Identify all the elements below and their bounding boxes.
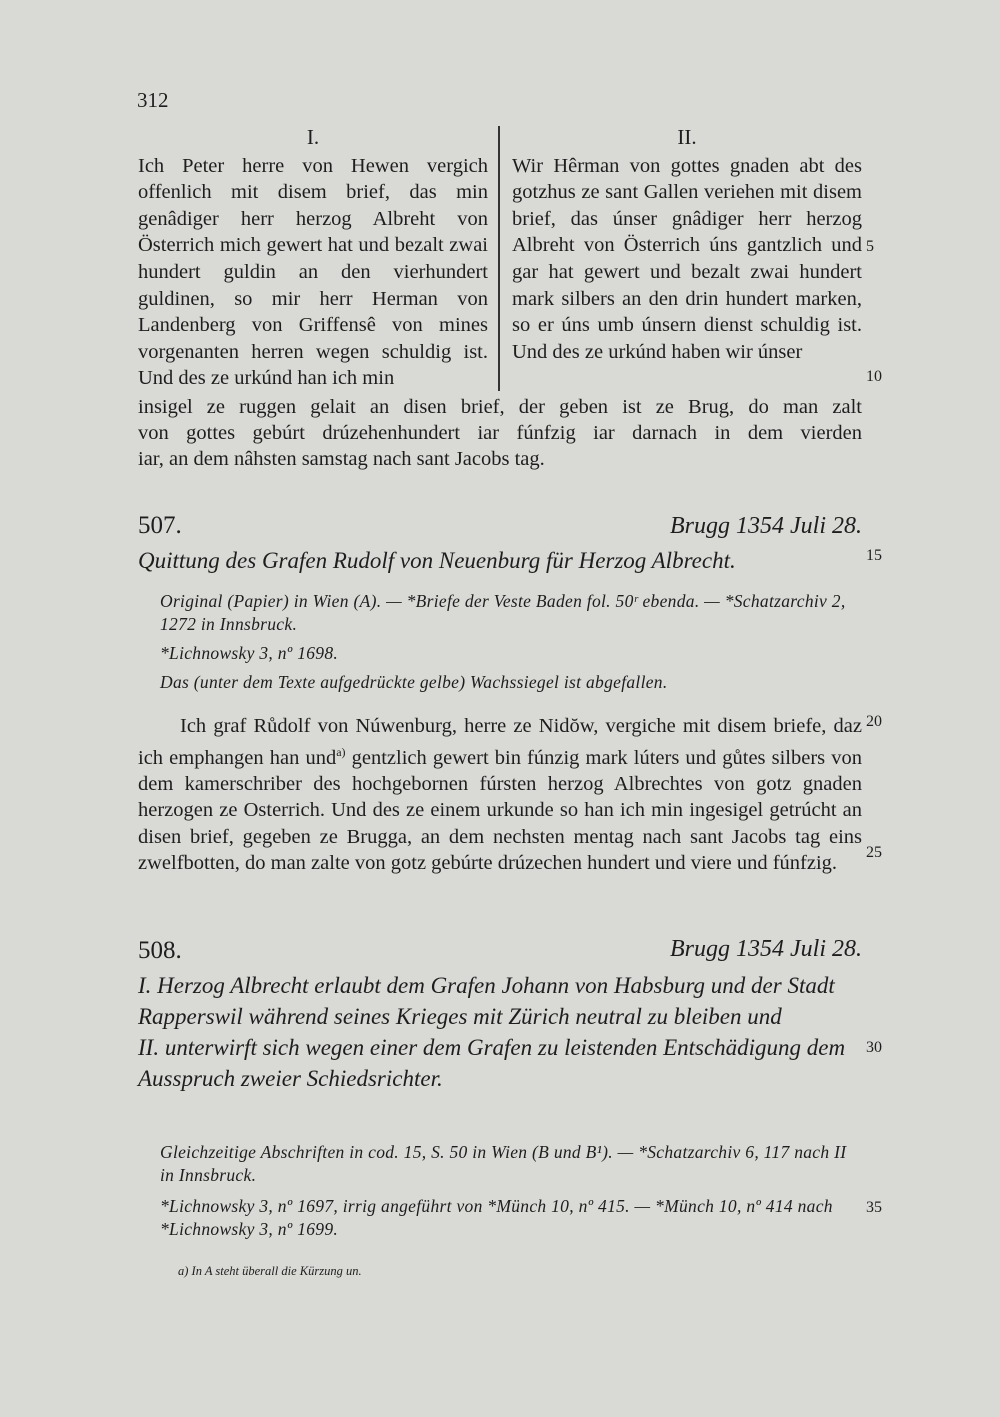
column-text-left: Ich Peter herre von Hewen vergich offenlich mit disem brief, das min genâdiger herr herzog Albreht von Österrich mich gewert hat und bezalt zwai hundert guldin an den vierhundert guldinen, so mir herr Herman von Landenberg von Griffensê von mines vorgenanten herren wegen schuldig ist. Und des ze urkúnd han ich min [138,154,488,390]
parallel-column-right [512,124,862,365]
line-number: 35 [866,1199,882,1216]
source-notes [160,1141,862,1241]
document-title-line: Quittung des Grafen Rudolf von Neuenburg für Herzog Albrecht. [138,548,736,573]
document-number: 508. [138,937,182,964]
document-body [138,713,862,876]
line-number: 15 [866,547,882,564]
line-number: 5 [866,238,874,255]
document-number: 507. [138,512,182,539]
document-date: Brugg 1354 Juli 28. [670,513,862,539]
joint-text-line: von gottes gebúrt drúzehenhundert iar fúnfzig iar darnach in dem vierden [138,422,862,444]
document-title [138,545,862,576]
source-note: Original (Papier) in Wien (A). — *Briefe der Veste Baden fol. 50ʳ ebenda. — *Schatzarchiv 2, 1272 in Innsbruck. [160,591,846,634]
footnote: a) In A steht überall die Kürzung un. [178,1264,362,1278]
source-notes [160,590,862,694]
joint-text-line: insigel ze ruggen gelait an disen brief, der geben ist ze Brug, do man zalt [138,396,862,418]
document-title [138,970,862,1094]
parallel-column-left [138,124,488,392]
body-text: Ich graf Růdolf von Núwenburg, herre ze Nidŏw, vergiche mit disem briefe, daz ich emphangen han und [138,715,862,770]
document-title-line: I. Herzog Albrecht erlaubt dem Grafen Johann von Habsburg und der Stadt Rapperswil während seines Krieges mit Zürich neutral zu bleiben und [138,973,835,1029]
document-title-line: II. unterwirft sich wegen einer dem Grafen zu leistenden Entschädigung dem Ausspruch zweier Schiedsrichter. [138,1035,846,1091]
line-number: 30 [866,1039,882,1056]
column-heading-left: I. [306,125,320,149]
page-number: 312 [137,88,169,112]
column-text-right: Wir Hêrman von gottes gnaden abt des gotzhus ze sant Gallen veriehen mit disem brief, das únser gnâdiger herr herzog Albreht von Österrich úns gantzlich und gar hat gewert und bezalt zwai hundert mark silbers an den drin hundert marken, so er úns umb únsern dienst schuldig ist. Und des ze urkúnd haben wir únser [512,154,862,363]
source-note: *Lichnowsky 3, nº 1697, irrig angeführt von *Münch 10, nº 415. — *Münch 10, nº 414 nach *Lichnowsky 3, nº 1699. [160,1196,833,1239]
column-divider [498,126,500,391]
body-text: gentzlich gewert bin fúnzig mark lúters und gůtes silbers von dem kamerschriber des hochgebornen fúrsten herzog Albrechtes von gotz gnaden herzogen ze Osterrich. Und des ze einem urkunde so han ich min ingesigel getrúcht an disen brief, gegeben ze Brugga, an dem nechsten mentag nach sant Jacobs tag eins zwelfbotten, do man zalte von gotz gebúrte drúzechen hundert und viere und fúnfzig. [138,747,862,874]
line-number: 10 [866,368,882,385]
line-number: 25 [866,844,882,861]
source-note: *Lichnowsky 3, nº 1698. [160,643,339,663]
line-number: 20 [866,713,882,730]
source-note: Gleichzeitige Abschriften in cod. 15, S. 50 in Wien (B und B¹). — *Schatzarchiv 6, 117 nach II in Innsbruck. [160,1142,847,1185]
footnote-marker: a) [336,745,346,760]
document-date: Brugg 1354 Juli 28. [670,936,862,962]
column-heading-right: II. [677,125,697,149]
joint-text-line: iar, an dem nâhsten samstag nach sant Jacobs tag. [138,448,545,470]
source-note: Das (unter dem Texte aufgedrückte gelbe) Wachssiegel ist abgefallen. [160,672,668,692]
